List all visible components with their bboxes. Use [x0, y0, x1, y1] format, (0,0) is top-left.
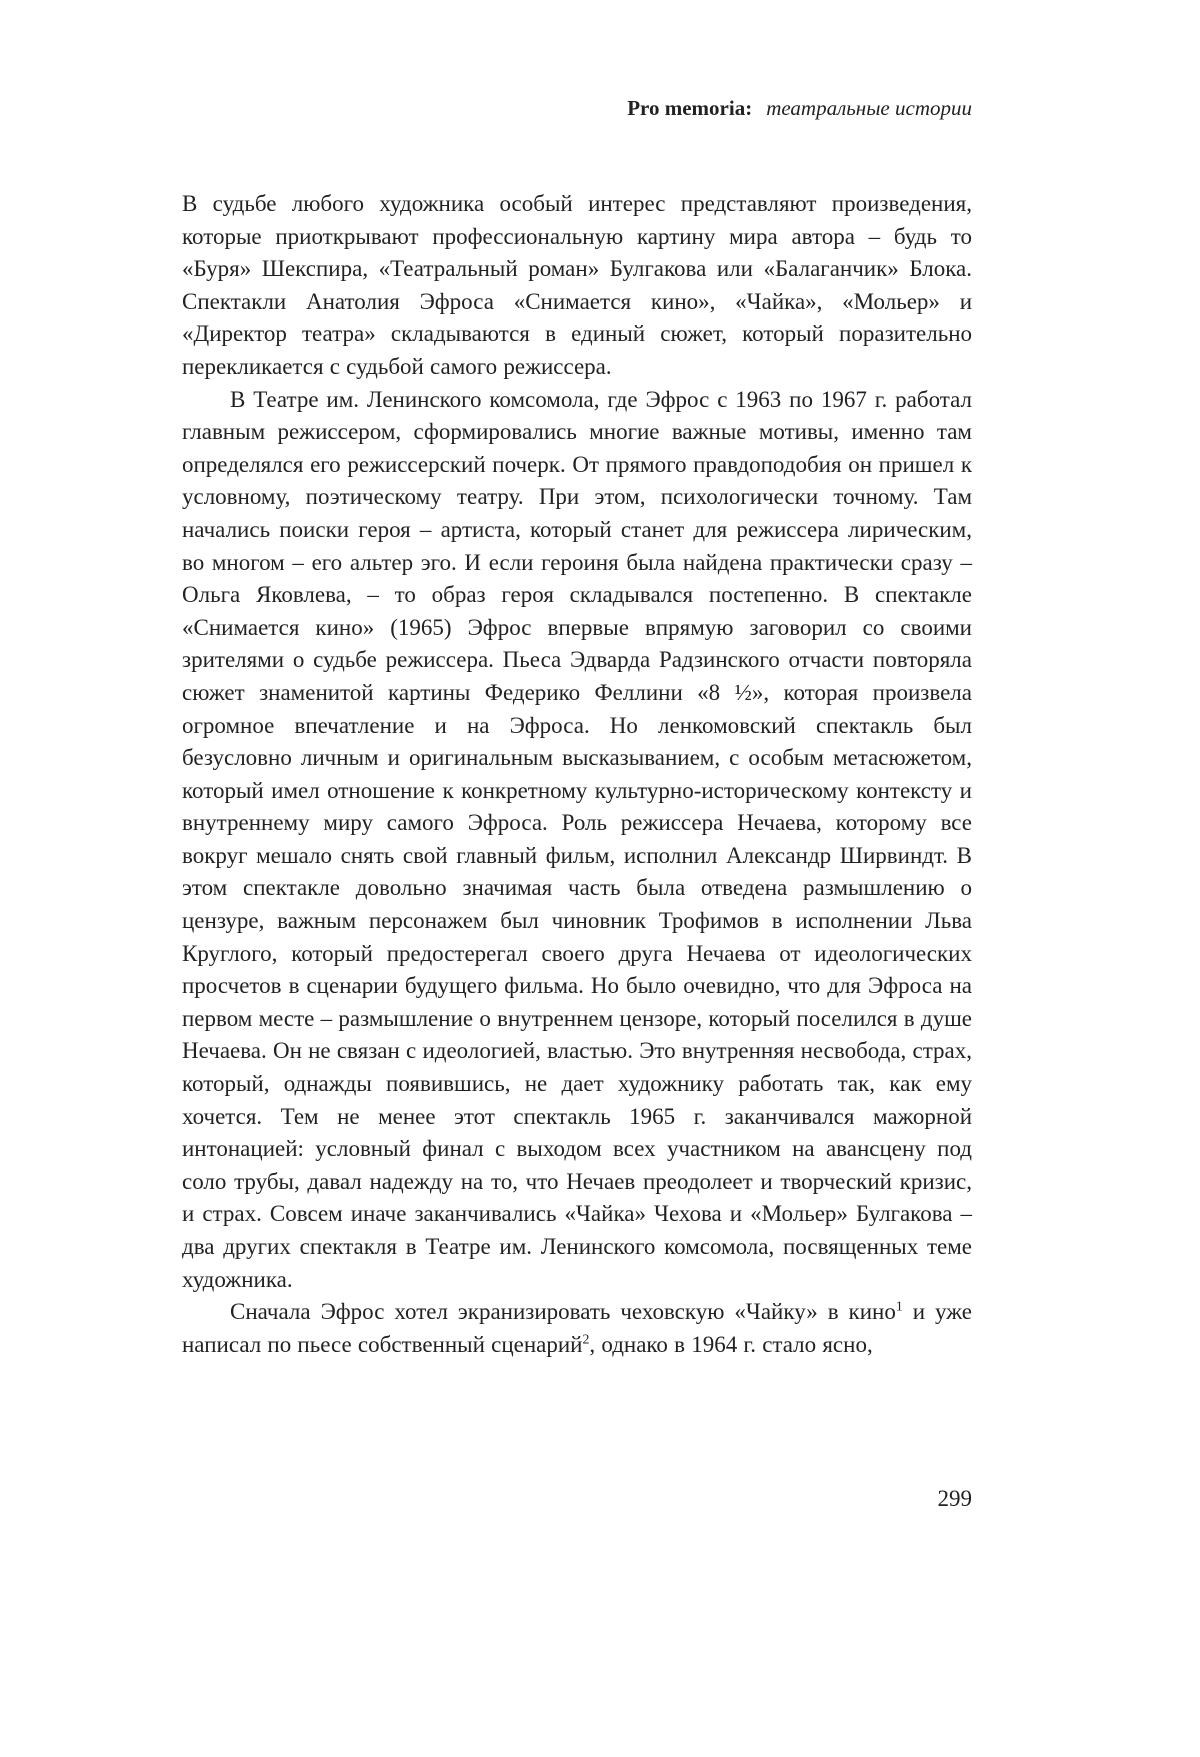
footnote-marker-2: 2	[582, 1331, 590, 1347]
running-header-label: Pro memoria:	[627, 96, 753, 120]
paragraph-2: В Театре им. Ленинского комсомола, где Эфрос с 1963 по 1967 г. работал главным режиссером, сформировались многие важные мотивы, именно там определялся его режиссерский почерк. От прямого правдоподобия он пришел к условному, поэтическому театру. При этом, психологически точному. Там начались поиски героя – артиста, который станет для режиссера лирическим, во многом – его альтер эго. И если героиня была найдена практически сразу – Ольга Яковлева, – то образ героя складывался постепенно. В спектакле «Снимается кино» (1965) Эфрос впервые впрямую заговорил со своими зрителями о судьбе режиссера. Пьеса Эдварда Радзинского отчасти повторяла сюжет знаменитой картины Федерико Феллини «8 ½», которая произвела огромное впечатление и на Эфроса. Но ленкомовский спектакль был безусловно личным и оригинальным высказыванием, с особым метасюжетом, который имел отношение к конкретному культурно-историческому контексту и внутреннему миру самого Эфроса. Роль режиссера Нечаева, которому все вокруг мешало снять свой главный фильм, исполнил Александр Ширвиндт. В этом спектакле довольно значимая часть была отведена размышлению о цензуре, важным персонажем был чиновник Трофимов в исполнении Льва Круглого, который предостерегал своего друга Нечаева от идеологических просчетов в сценарии будущего фильма. Но было очевидно, что для Эфроса на первом месте – размышление о внутреннем цензоре, который поселился в душе Нечаева. Он не связан с идеологией, властью. Это внутренняя несвобода, страх, который, однажды появившись, не дает художнику работать так, как ему хочется. Тем не менее этот спектакль 1965 г. заканчивался мажорной интонацией: условный финал с выходом всех участником на авансцену под соло трубы, давал надежду на то, что Нечаев преодолеет и творческий кризис, и страх. Совсем иначе заканчивались «Чайка» Чехова и «Мольер» Булгакова – два других спектакля в Театре им. Ленинского комсомола, посвященных теме художника.	[182, 386, 972, 1292]
body-text-block	[182, 188, 972, 1361]
paragraph-3-text-b: и уже написал по пьесе собственный сценарий	[182, 1299, 972, 1357]
paragraph-1: В судьбе любого художника особый интерес представляют произведения, которые приоткрывают профессиональную картину мира автора – будь то «Буря» Шекспира, «Театральный роман» Булгакова или «Балаганчик» Блока. Спектакли Анатолия Эфроса «Снимается кино», «Чайка», «Мольер» и «Директор театра» складываются в единый сюжет, который поразительно перекликается с судьбой самого режиссера.	[182, 191, 972, 379]
running-header	[182, 95, 972, 122]
paragraph-3-text-c: , однако в 1964 г. стало ясно,	[589, 1331, 873, 1357]
footnote-marker-1: 1	[895, 1298, 903, 1314]
paragraph-3-text-a: Сначала Эфрос хотел экранизировать чеховскую «Чайку» в кино	[230, 1299, 896, 1325]
running-header-title: театральные истории	[766, 96, 972, 120]
paragraph-3	[182, 1296, 972, 1361]
page-number: 299	[937, 1486, 972, 1511]
